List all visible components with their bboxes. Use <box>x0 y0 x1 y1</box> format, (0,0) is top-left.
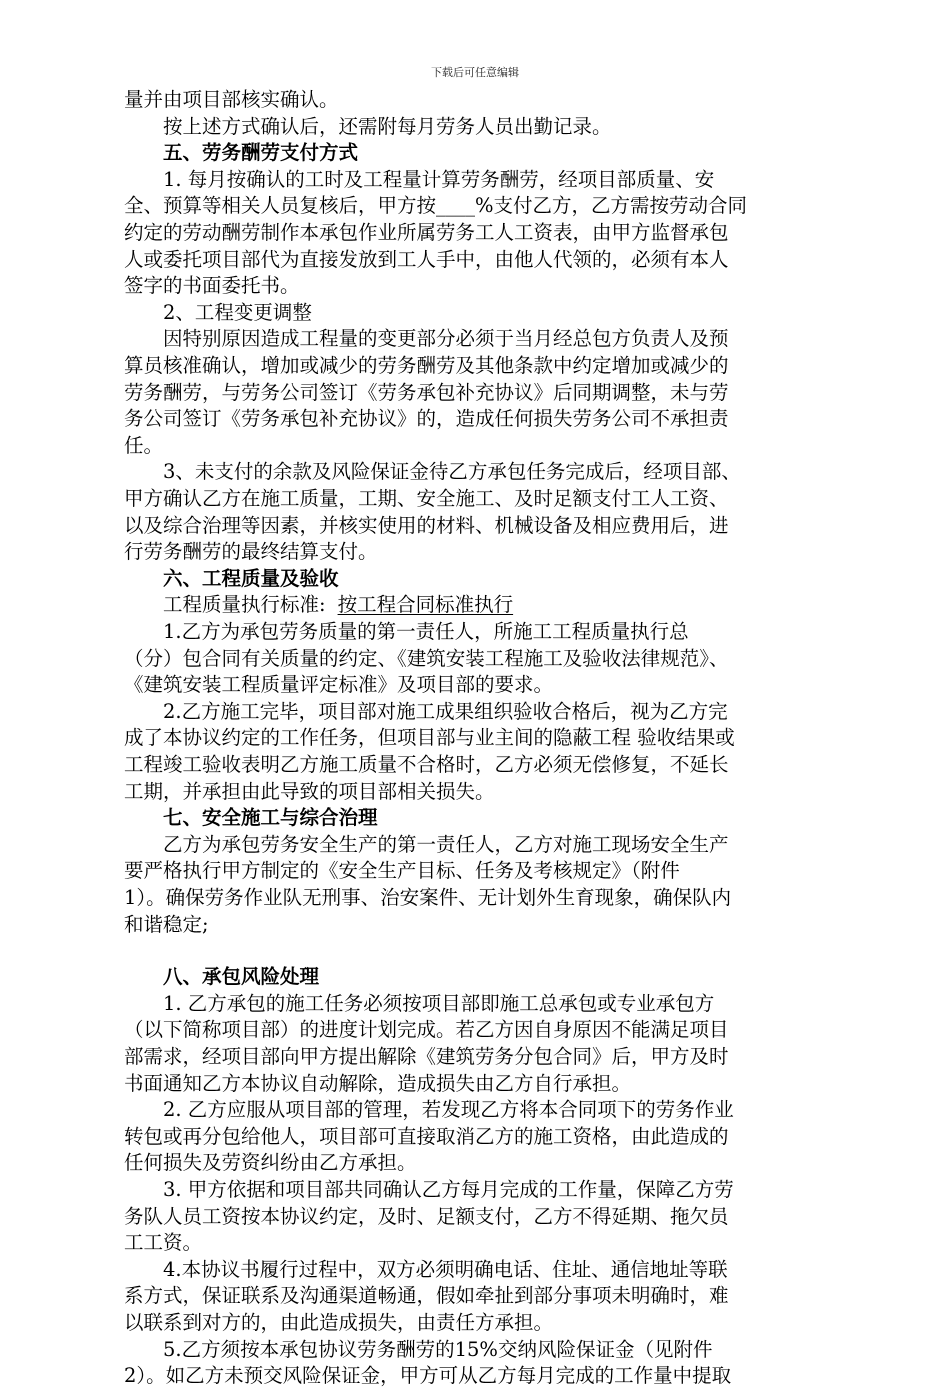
paragraph-line <box>124 1283 834 1309</box>
paragraph-line <box>124 1177 873 1203</box>
paragraph-line <box>124 300 873 326</box>
line-text: 3、未支付的余款及风险保证金待乙方承包任务完成后，经项目部、 <box>163 460 741 483</box>
paragraph-line <box>124 699 873 725</box>
paragraph-line <box>124 1310 834 1336</box>
paragraph-line <box>124 858 834 884</box>
line-text: 任。 <box>124 434 164 457</box>
line-text: 七、安全施工与综合治理 <box>163 806 378 829</box>
line-text: 1. 每月按确认的工时及工程量计算劳务酬劳，经项目部质量、安 <box>163 168 715 191</box>
paragraph-line <box>124 220 834 246</box>
paragraph-line <box>124 539 834 565</box>
paragraph-line <box>124 592 873 618</box>
quality-standard-value: 按工程合同标准执行 <box>337 593 514 616</box>
paragraph-line <box>124 486 834 512</box>
line-text: 要严格执行甲方制定的《安全生产目标、任务及考核规定》（附件 <box>124 859 680 882</box>
paragraph-line <box>124 1150 834 1176</box>
line-text: 以联系到对方的，由此造成损失，由责任方承担。 <box>124 1311 554 1334</box>
line-text: 系方式，保证联系及沟通渠道畅通，假如牵扯到部分事项未明确时，难 <box>124 1284 729 1307</box>
line-text: 1）。确保劳务作业队无刑事、治安案件、无计划外生育现象，确保队内 <box>124 886 732 909</box>
line-text: 成了本协议约定的工作任务，但项目部与业主间的隐蔽工程 验收结果或 <box>124 726 735 749</box>
line-text: 2.乙方施工完毕，项目部对施工成果组织验收合格后，视为乙方完 <box>163 700 728 723</box>
paragraph-line <box>124 752 834 778</box>
paragraph-line <box>124 646 834 672</box>
paragraph-line <box>124 1017 834 1043</box>
line-text: 算员核准确认，增加或减少的劳务酬劳及其他条款中约定增加或减少的 <box>124 354 729 377</box>
line-text: 甲方确认乙方在施工质量，工期、安全施工、及时足额支付工人工资、 <box>124 487 729 510</box>
paragraph-line <box>124 1204 834 1230</box>
line-text: 约定的劳动酬劳制作本承包作业所属劳务工人工资表，由甲方监督承包 <box>124 221 729 244</box>
paragraph-line <box>124 1257 873 1283</box>
paragraph-line <box>124 406 834 432</box>
paragraph-line <box>124 672 834 698</box>
line-text: 五、劳务酬劳支付方式 <box>163 141 359 164</box>
line-text: 书面通知乙方本协议自动解除，造成损失由乙方自行承担。 <box>124 1072 632 1095</box>
line-text: 工程质量执行标准: <box>163 593 326 616</box>
paragraph-line <box>124 273 834 299</box>
line-text: 任何损失及劳资纠纷由乙方承担。 <box>124 1151 417 1174</box>
paragraph-line <box>124 87 834 113</box>
paragraph-line <box>124 991 873 1017</box>
line-text: 2、工程变更调整 <box>163 301 312 324</box>
line-text: 务队人员工资按本协议约定，及时、足额支付，乙方不得延期、拖欠员 <box>124 1205 729 1228</box>
line-text: 4.本协议书履行过程中，双方必须明确电话、住址、通信地址等联 <box>163 1258 728 1281</box>
paragraph-line <box>124 114 873 140</box>
line-text: 5.乙方须按本承包协议劳务酬劳的15%交纳风险保证金（见附件 <box>163 1338 713 1361</box>
paragraph-line <box>124 619 873 645</box>
line-text: 行劳务酬劳的最终结算支付。 <box>124 540 378 563</box>
paragraph-line <box>124 1044 834 1070</box>
line-text: 因特别原因造成工程量的变更部分必须于当月经总包方负责人及预 <box>163 327 729 350</box>
line-text: （分）包合同有关质量的约定、《建筑安装工程施工及验收法律规范》、 <box>124 647 729 670</box>
paragraph-line <box>124 885 834 911</box>
paragraph-line <box>124 725 834 751</box>
line-text: 工程竣工验收表明乙方施工质量不合格时，乙方必须无偿修复，不延长 <box>124 753 729 776</box>
paragraph-line <box>124 912 834 938</box>
paragraph-line <box>124 459 873 485</box>
line-text: 八、承包风险处理 <box>163 965 320 988</box>
line-text: 1. 乙方承包的施工任务必须按项目部即施工总承包或专业承包方 <box>163 992 715 1015</box>
paragraph-line <box>124 1097 873 1123</box>
paragraph-line <box>124 1363 834 1389</box>
line-text: 人或委托项目部代为直接发放到工人手中，由他人代领的，必须有本人 <box>124 248 729 271</box>
paragraph-line <box>124 167 873 193</box>
line-text: 乙方为承包劳务安全生产的第一责任人，乙方对施工现场安全生产 <box>163 833 729 856</box>
line-text: 工期，并承担由此导致的项目部相关损失。 <box>124 780 495 803</box>
line-text: 工工资。 <box>124 1231 203 1254</box>
line-text: 按上述方式确认后，还需附每月劳务人员出勤记录。 <box>163 115 612 138</box>
page-header: 下载后可任意编辑 <box>431 66 519 79</box>
line-text: 部需求，经项目部向甲方提出解除《建筑劳务分包合同》后，甲方及时 <box>124 1045 729 1068</box>
line-text: 转包或再分包给他人，项目部可直接取消乙方的施工资格，由此造成的 <box>124 1125 729 1148</box>
line-text: 量并由项目部核实确认。 <box>124 88 339 111</box>
line-text: 3. 甲方依据和项目部共同确认乙方每月完成的工作量，保障乙方劳 <box>163 1178 734 1201</box>
line-text: 劳务酬劳，与劳务公司签订《劳务承包补充协议》后同期调整，未与劳 <box>124 381 729 404</box>
line-text: 2. 乙方应服从项目部的管理，若发现乙方将本合同项下的劳务作业 <box>163 1098 734 1121</box>
section-heading <box>124 566 873 592</box>
section-heading <box>124 140 873 166</box>
paragraph-line <box>124 380 834 406</box>
paragraph-line <box>124 513 834 539</box>
paragraph-line <box>124 247 834 273</box>
line-text: 全、预算等相关人员复核后，甲方按____%支付乙方，乙方需按劳动合同 <box>124 194 748 217</box>
line-text: 和谐稳定; <box>124 913 209 936</box>
paragraph-line <box>124 1230 834 1256</box>
paragraph-line <box>124 1124 834 1150</box>
line-text: 1.乙方为承包劳务质量的第一责任人，所施工工程质量执行总 <box>163 620 689 643</box>
line-text: 签字的书面委托书。 <box>124 274 300 297</box>
paragraph-line <box>124 326 873 352</box>
line-text: 《建筑安装工程质量评定标准》及项目部的要求。 <box>124 673 554 696</box>
line-text: 2）。如乙方未预交风险保证金，甲方可从乙方每月完成的工作量中提取 <box>124 1364 732 1387</box>
line-text: 六、工程质量及验收 <box>163 567 339 590</box>
paragraph-line <box>124 193 834 219</box>
paragraph-line <box>124 353 834 379</box>
line-text: 以及综合治理等因素，并核实使用的材料、机械设备及相应费用后，进 <box>124 514 729 537</box>
paragraph-line <box>124 1337 873 1363</box>
section-heading <box>124 805 873 831</box>
paragraph-line <box>124 1071 834 1097</box>
line-text: （以下简称项目部）的进度计划完成。若乙方因自身原因不能满足项目 <box>124 1018 729 1041</box>
paragraph-line <box>124 832 873 858</box>
line-text: 务公司签订《劳务承包补充协议》的，造成任何损失劳务公司不承担责 <box>124 407 729 430</box>
paragraph-line <box>124 433 834 459</box>
paragraph-line <box>124 779 834 805</box>
section-heading <box>124 964 873 990</box>
